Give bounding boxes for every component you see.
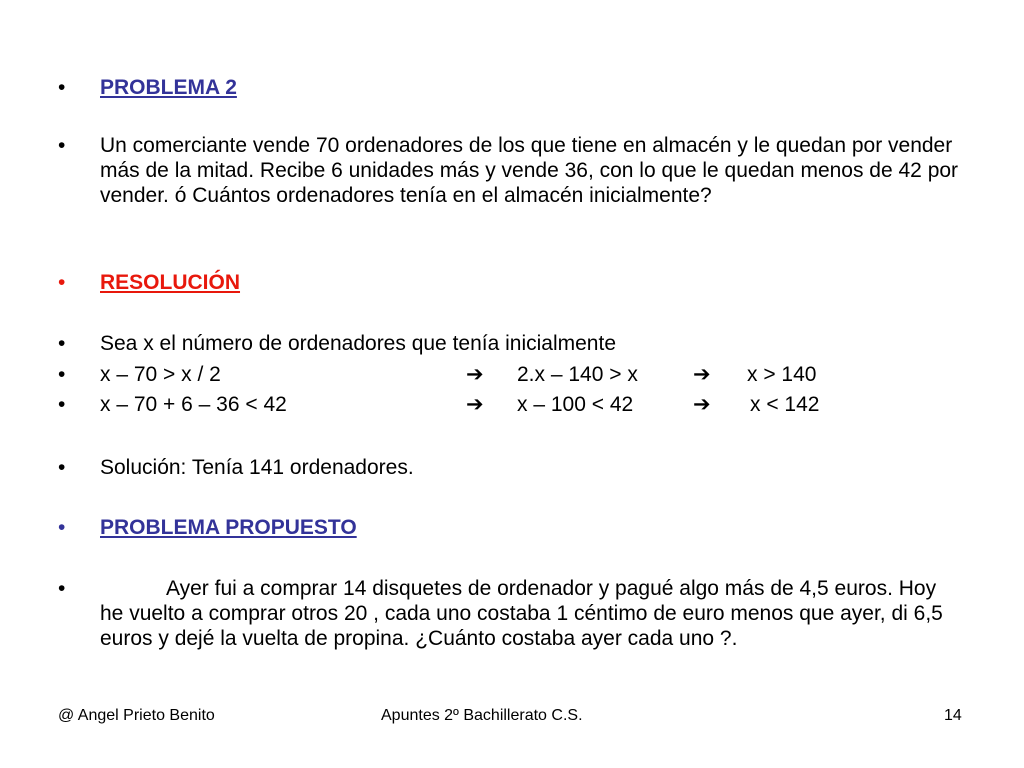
solution-text: Solución: Tenía 141 ordenadores.	[100, 456, 414, 479]
bullet: •	[58, 332, 66, 355]
footer-author: @ Angel Prieto Benito	[58, 707, 215, 724]
eq2-left: x – 70 + 6 – 36 < 42	[100, 393, 287, 416]
problem2-heading: PROBLEMA 2	[100, 76, 237, 99]
arrow-right-icon: ➔	[693, 393, 711, 416]
arrow-right-icon: ➔	[466, 393, 484, 416]
footer-course: Apuntes 2º Bachillerato C.S.	[381, 707, 583, 724]
page-number: 14	[944, 707, 962, 724]
eq1-mid: 2.x – 140 > x	[517, 363, 638, 386]
eq1-left: x – 70 > x / 2	[100, 363, 221, 386]
bullet: •	[58, 271, 66, 294]
eq1-right: x > 140	[747, 363, 817, 386]
bullet: •	[58, 76, 66, 99]
arrow-right-icon: ➔	[466, 363, 484, 386]
arrow-right-icon: ➔	[693, 363, 711, 386]
resolution-heading: RESOLUCIÓN	[100, 271, 241, 294]
proposed-statement-text: Ayer fui a comprar 14 disquetes de ordenador y pagué algo más de 4,5 euros. Hoy he vuelto a comprar otros 20 , cada uno costaba 1 céntimo de euro menos que ayer, di 6,5 euros y dejé la vuelta de propina. ¿Cuánto costaba ayer cada uno ?.	[100, 577, 943, 650]
bullet: •	[58, 577, 66, 600]
bullet: •	[58, 516, 66, 539]
proposed-heading: PROBLEMA PROPUESTO	[100, 516, 357, 539]
eq2-mid: x – 100 < 42	[517, 393, 634, 416]
eq2-right: x < 142	[750, 393, 820, 416]
problem2-statement: Un comerciante vende 70 ordenadores de los que tiene en almacén y le quedan por vender más de la mitad. Recibe 6 unidades más y vende 36, con lo que le quedan menos de 42 por vender. ó Cuántos ordenadores tenía en el almacén inicialmente?	[100, 134, 959, 207]
bullet: •	[58, 393, 66, 416]
bullet: •	[58, 363, 66, 386]
bullet: •	[58, 456, 66, 479]
bullet: •	[58, 134, 66, 157]
resolution-line1: Sea x el número de ordenadores que tenía inicialmente	[100, 332, 616, 355]
proposed-statement	[100, 576, 960, 651]
